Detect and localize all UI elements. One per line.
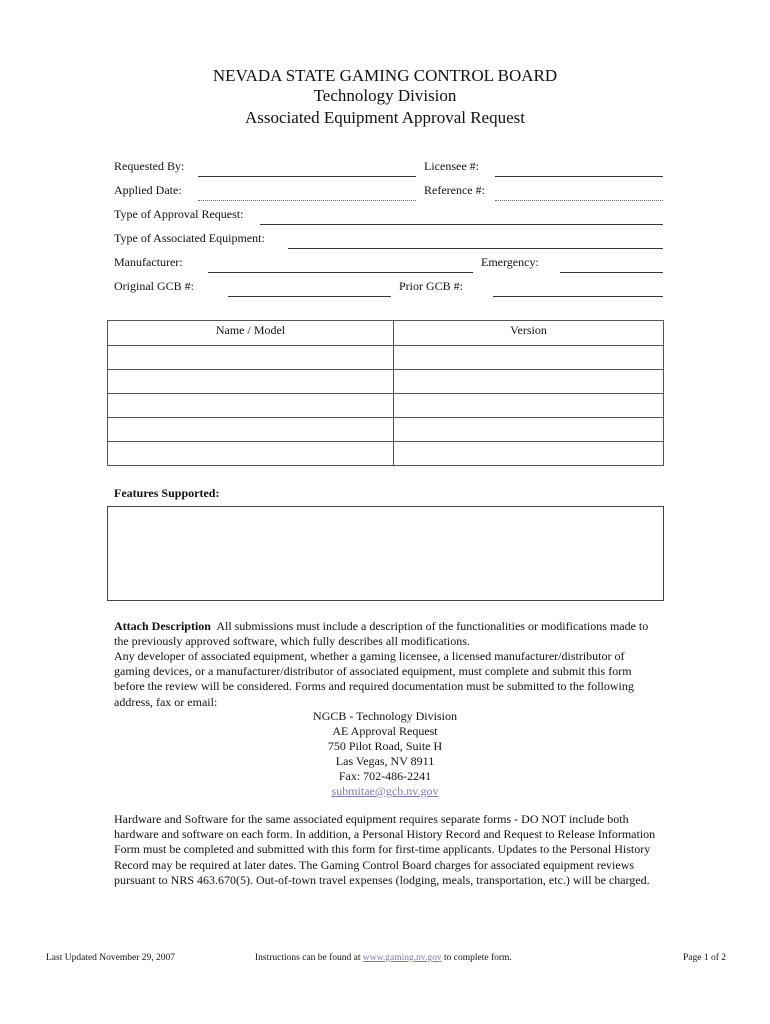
page-number: Page 1 of 2 bbox=[683, 953, 727, 963]
reference-label: Reference #: bbox=[424, 183, 485, 197]
equipment-type-field[interactable] bbox=[288, 234, 663, 249]
address-line-2: AE Approval Request bbox=[332, 724, 438, 738]
fax-number: Fax: 702-486-2241 bbox=[338, 769, 432, 783]
name-model-input[interactable] bbox=[108, 417, 397, 442]
manufacturer-label: Manufacturer: bbox=[114, 255, 183, 269]
approval-type-label: Type of Approval Request: bbox=[114, 207, 244, 221]
prior-gcb-field[interactable] bbox=[493, 282, 663, 297]
original-gcb-label: Original GCB #: bbox=[114, 279, 194, 293]
applied-date-label: Applied Date: bbox=[114, 183, 182, 197]
address-line-3: 750 Pilot Road, Suite H bbox=[327, 739, 443, 753]
form-division: Technology Division bbox=[313, 86, 457, 105]
form-title: NEVADA STATE GAMING CONTROL BOARD bbox=[212, 66, 558, 85]
manufacturer-field[interactable] bbox=[208, 258, 473, 273]
version-cell[interactable] bbox=[394, 346, 664, 370]
name-model-cell[interactable] bbox=[108, 394, 394, 418]
instructions-note bbox=[255, 952, 512, 964]
address-line-1: NGCB - Technology Division bbox=[313, 709, 457, 723]
name-model-cell[interactable] bbox=[108, 346, 394, 370]
prior-gcb-label: Prior GCB #: bbox=[399, 279, 464, 293]
applied-date-field[interactable] bbox=[198, 186, 416, 201]
version-input[interactable] bbox=[394, 369, 667, 394]
version-cell[interactable] bbox=[394, 394, 664, 418]
version-cell[interactable] bbox=[394, 442, 664, 466]
name-model-input[interactable] bbox=[108, 345, 397, 370]
last-updated: Last Updated November 29, 2007 bbox=[46, 953, 176, 963]
name-model-header: Name / Model bbox=[108, 321, 394, 346]
equipment-type-label: Type of Associated Equipment: bbox=[114, 231, 265, 245]
version-input[interactable] bbox=[394, 417, 667, 442]
attach-heading: Attach Description bbox=[114, 619, 211, 633]
table-row bbox=[108, 394, 664, 418]
features-textarea[interactable] bbox=[107, 506, 664, 601]
instructions-pre: Instructions can be found at bbox=[255, 953, 363, 963]
licensee-label: Licensee #: bbox=[424, 159, 479, 173]
table-header-row bbox=[108, 321, 664, 346]
table-row bbox=[108, 418, 664, 442]
version-header: Version bbox=[394, 321, 664, 346]
gaming-website-link[interactable]: www.gaming.nv.gov bbox=[362, 953, 442, 963]
instructions-post: to complete form. bbox=[441, 953, 512, 963]
name-model-cell[interactable] bbox=[108, 370, 394, 394]
equipment-table bbox=[107, 320, 664, 466]
form-subtitle: Associated Equipment Approval Request bbox=[245, 108, 525, 127]
licensee-field[interactable] bbox=[495, 162, 663, 177]
table-row bbox=[108, 346, 664, 370]
features-label: Features Supported: bbox=[114, 486, 220, 500]
notice-paragraph: Hardware and Software for the same associated equipment requires separate forms - DO NOT include both hardware and software on each form. In addition, a Personal History Record and Request to Release Information Form must be completed and submitted with this form for first-time applicants. Updates to the Personal History Record may be required at later dates. The Gaming Control Board charges for associated equipment reviews pursuant to NRS 463.670(5). Out-of-town travel expenses (lodging, meals, transportation, etc.) will be charged. bbox=[114, 812, 656, 887]
attach-description-paragraph bbox=[114, 619, 659, 649]
version-input[interactable] bbox=[394, 345, 667, 370]
version-input[interactable] bbox=[394, 393, 667, 418]
name-model-input[interactable] bbox=[108, 369, 397, 394]
developer-paragraph: Any developer of associated equipment, whether a gaming licensee, a licensed manufacturer/distributor of gaming devices, or a manufacturer/distributor of associated equipment, must complete and submit this form before the review will be considered. Forms and required documentation must be submitted to the following address, fax or email: bbox=[114, 649, 634, 709]
name-model-input[interactable] bbox=[108, 441, 397, 466]
table-row bbox=[108, 370, 664, 394]
version-cell[interactable] bbox=[394, 370, 664, 394]
name-model-cell[interactable] bbox=[108, 418, 394, 442]
email-link[interactable]: submitae@gcb.nv.gov bbox=[331, 784, 439, 798]
requested-by-field[interactable] bbox=[198, 162, 416, 177]
emergency-field[interactable] bbox=[560, 258, 663, 273]
version-cell[interactable] bbox=[394, 418, 664, 442]
email-line bbox=[0, 784, 770, 799]
address-line-4: Las Vegas, NV 8911 bbox=[335, 754, 435, 768]
table-row bbox=[108, 442, 664, 466]
approval-type-field[interactable] bbox=[260, 210, 663, 225]
original-gcb-field[interactable] bbox=[228, 282, 391, 297]
version-input[interactable] bbox=[394, 441, 667, 466]
emergency-label: Emergency: bbox=[481, 255, 539, 269]
name-model-input[interactable] bbox=[108, 393, 397, 418]
attach-text: All submissions must include a description of the functionalities or modifications made to the previously approved software, which fully describes all modifications. bbox=[114, 619, 649, 649]
name-model-cell[interactable] bbox=[108, 442, 394, 466]
reference-field[interactable] bbox=[495, 186, 663, 201]
requested-by-label: Requested By: bbox=[114, 159, 185, 173]
